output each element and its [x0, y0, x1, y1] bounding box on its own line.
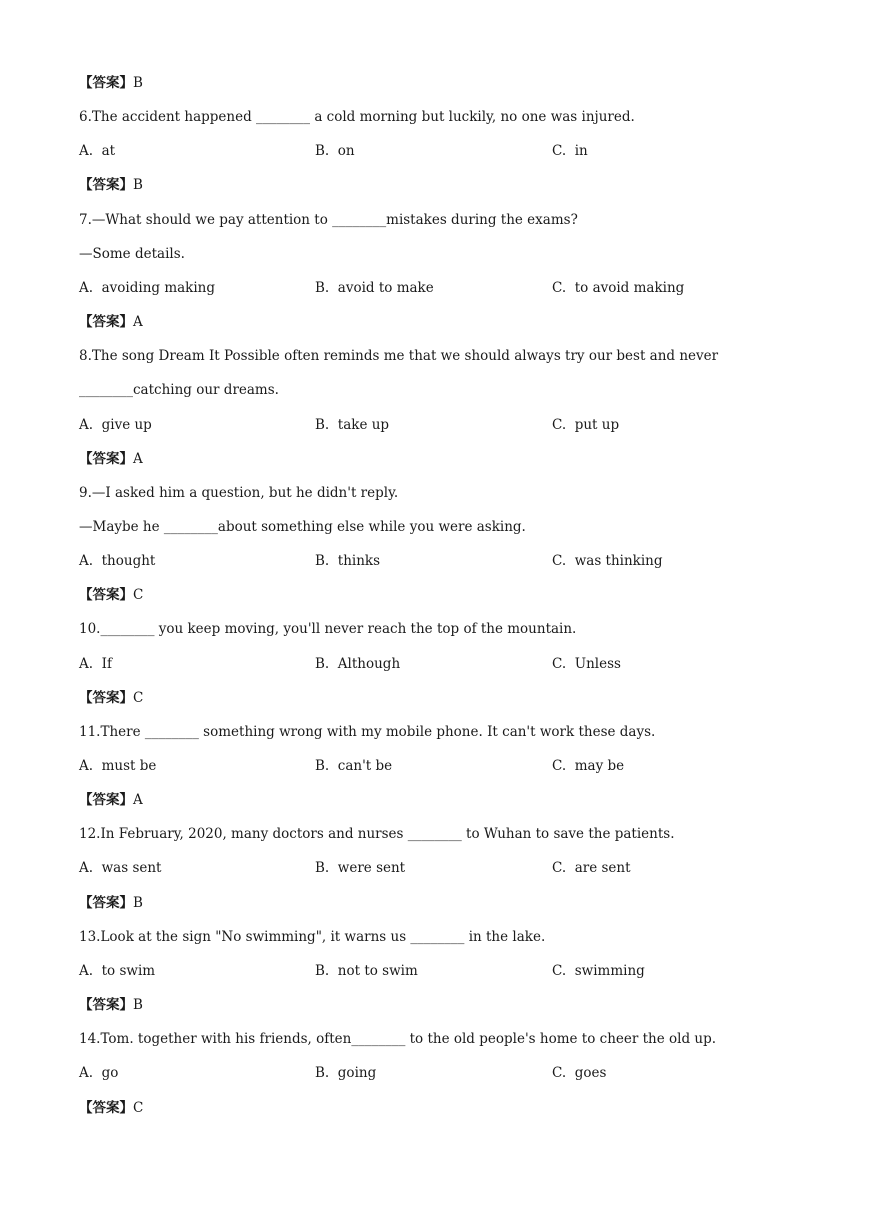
option-b: B. thinks — [315, 553, 381, 569]
option-b: B. were sent — [315, 860, 406, 876]
answer-label: 【答案】 — [79, 690, 133, 706]
answer-line — [79, 449, 143, 469]
question-text: ________catching our dreams. — [79, 382, 279, 398]
option-c: C. are sent — [552, 860, 631, 876]
question-text: 10.________ you keep moving, you'll never reach the top of the mountain. — [79, 621, 577, 637]
question-text: 8.The song Dream It Possible often reminds me that we should always try our best and never — [79, 348, 719, 364]
option-c: C. may be — [552, 758, 625, 774]
answer-line — [79, 1098, 143, 1118]
answer-line — [79, 893, 143, 913]
answer-label: 【答案】 — [79, 314, 133, 330]
question-text: 6.The accident happened ________ a cold morning but luckily, no one was injured. — [79, 109, 635, 125]
option-b: B. Although — [315, 656, 401, 672]
answer-label: 【答案】 — [79, 75, 133, 91]
answer-label: 【答案】 — [79, 1100, 133, 1116]
answer-label: 【答案】 — [79, 587, 133, 603]
answer-value: A — [133, 451, 143, 467]
option-a: A. to swim — [79, 963, 156, 979]
option-b: B. can't be — [315, 758, 393, 774]
question-text: 12.In February, 2020, many doctors and nurses ________ to Wuhan to save the patients. — [79, 826, 675, 842]
answer-line — [79, 73, 143, 93]
answer-value: B — [133, 177, 143, 193]
answer-line — [79, 175, 143, 195]
question-text: —Maybe he ________about something else while you were asking. — [79, 519, 526, 535]
option-a: A. If — [79, 656, 112, 672]
answer-value: B — [133, 895, 143, 911]
option-a: A. was sent — [79, 860, 162, 876]
option-a: A. at — [79, 143, 116, 159]
option-b: B. avoid to make — [315, 280, 434, 296]
option-c: C. to avoid making — [552, 280, 685, 296]
option-a: A. must be — [79, 758, 157, 774]
option-c: C. put up — [552, 417, 620, 433]
option-a: A. give up — [79, 417, 152, 433]
question-text: —Some details. — [79, 246, 185, 262]
question-text: 9.—I asked him a question, but he didn't reply. — [79, 485, 399, 501]
option-c: C. in — [552, 143, 588, 159]
answer-label: 【答案】 — [79, 451, 133, 467]
option-c: C. was thinking — [552, 553, 663, 569]
answer-value: C — [133, 690, 144, 706]
answer-line — [79, 585, 143, 605]
answer-value: B — [133, 75, 143, 91]
question-text: 7.—What should we pay attention to ________mistakes during the exams? — [79, 212, 578, 228]
option-b: B. take up — [315, 417, 390, 433]
option-c: C. goes — [552, 1065, 607, 1081]
option-a: A. go — [79, 1065, 119, 1081]
answer-value: A — [133, 792, 143, 808]
option-a: A. avoiding making — [79, 280, 216, 296]
answer-line — [79, 688, 143, 708]
option-a: A. thought — [79, 553, 156, 569]
option-c: C. swimming — [552, 963, 645, 979]
question-text: 14.Tom. together with his friends, often________ to the old people's home to cheer the old up. — [79, 1031, 717, 1047]
question-text: 13.Look at the sign "No swimming", it warns us ________ in the lake. — [79, 929, 546, 945]
option-c: C. Unless — [552, 656, 621, 672]
option-b: B. going — [315, 1065, 377, 1081]
option-b: B. on — [315, 143, 355, 159]
answer-label: 【答案】 — [79, 997, 133, 1013]
answer-value: B — [133, 997, 143, 1013]
answer-value: A — [133, 314, 143, 330]
answer-label: 【答案】 — [79, 895, 133, 911]
answer-line — [79, 995, 143, 1015]
option-b: B. not to swim — [315, 963, 418, 979]
question-text: 11.There ________ something wrong with my mobile phone. It can't work these days. — [79, 724, 656, 740]
answer-line — [79, 790, 143, 810]
answer-value: C — [133, 1100, 144, 1116]
answer-value: C — [133, 587, 144, 603]
answer-line — [79, 312, 143, 332]
answer-label: 【答案】 — [79, 177, 133, 193]
answer-label: 【答案】 — [79, 792, 133, 808]
